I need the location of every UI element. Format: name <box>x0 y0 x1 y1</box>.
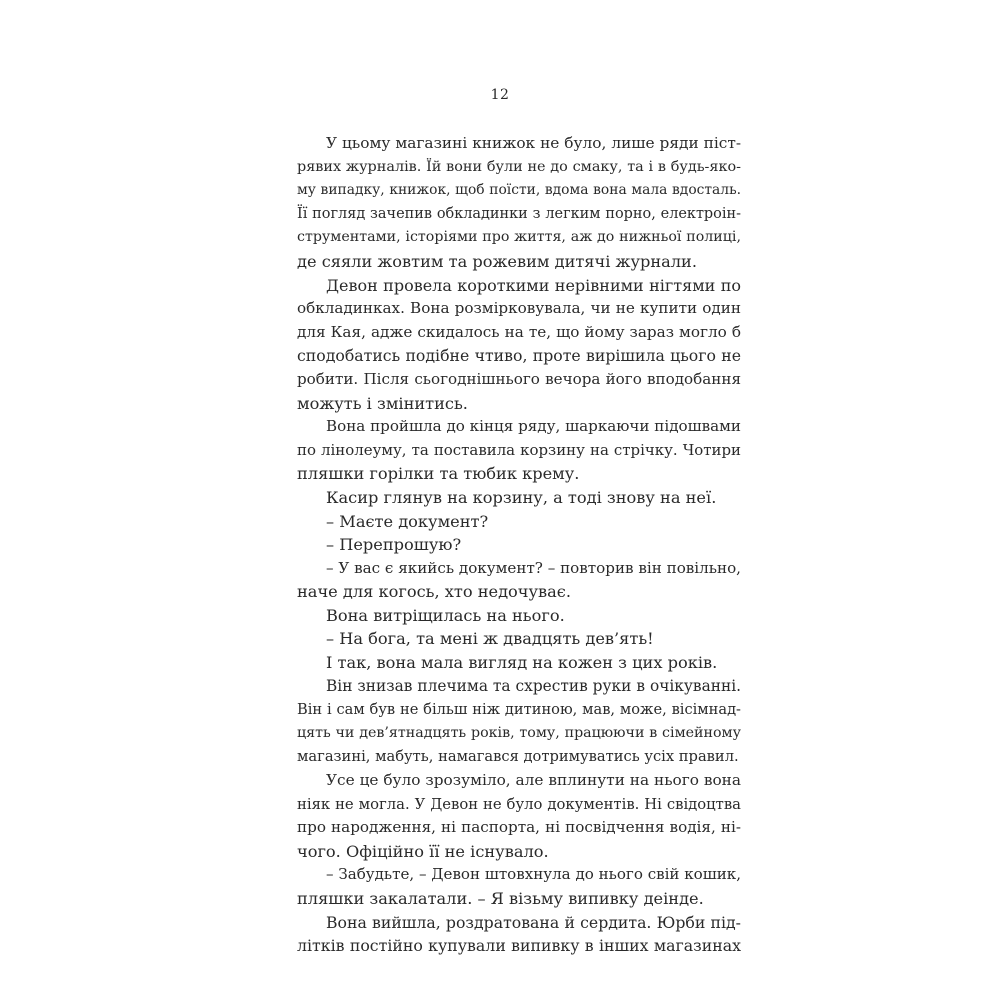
body-text <box>297 132 741 958</box>
text-line: У цьому магазині книжок не було, лише ряди піст- <box>326 134 741 152</box>
text-line: – У вас є якийсь документ? – повторив він повільно, <box>326 558 741 577</box>
text-line: літків постійно купували випивку в інших магазинах <box>297 936 741 956</box>
text-line: чого. Офіційно її не існувало. <box>297 841 549 861</box>
text-line: Девон провела короткими нерівними нігтями по <box>326 275 741 295</box>
text-line: Усе це було зрозуміло, але вплинути на нього вона <box>326 771 741 790</box>
text-line: пляшки горілки та тюбик крему. <box>297 464 580 484</box>
text-line: Він і сам був не більш ніж дитиною, мав, може, вісімнад- <box>297 701 741 719</box>
text-line: про народження, ні паспорта, ні посвідчення водія, ні- <box>297 818 741 837</box>
text-line: Він знизав плечима та схрестив руки в очікуванні. <box>326 676 741 695</box>
text-line: Касир глянув на корзину, а тоді знову на неї. <box>326 487 717 507</box>
text-line: – На бога, та мені ж двадцять дев’ять! <box>326 629 654 649</box>
text-line: магазині, мабуть, намагався дотримуватись усіх правил. <box>297 748 739 766</box>
text-line: наче для когось, хто недочуває. <box>297 582 571 602</box>
text-line: можуть і змінитись. <box>297 393 468 413</box>
text-line: Вона пройшла до кінця ряду, шаркаючи підошвами <box>326 417 741 436</box>
text-line: по лінолеуму, та поставила корзину на стрічку. Чотири <box>297 440 741 459</box>
text-line: – Забудьте, – Девон штовхнула до нього свій кошик, <box>326 865 741 884</box>
text-line: Вона витріщилась на нього. <box>326 605 565 625</box>
text-line: І так, вона мала вигляд на кожен з цих років. <box>326 653 718 673</box>
text-line: ніяк не могла. У Девон не було документів. Ні свідоцтва <box>297 795 741 813</box>
text-line: – Перепрошую? <box>326 535 462 555</box>
text-line: цять чи дев’ятнадцять років, тому, працюючи в сімейному <box>297 724 741 741</box>
text-line: – Маєте документ? <box>326 511 489 531</box>
text-line: обкладинках. Вона розмірковувала, чи не купити один <box>297 299 741 318</box>
text-line: пляшки закалатали. – Я візьму випивку деінде. <box>297 889 704 908</box>
text-line: де сяяли жовтим та рожевим дитячі журнали. <box>297 251 697 271</box>
text-line: рявих журналів. Їй вони були не до смаку, та і в будь-яко- <box>297 158 741 175</box>
text-line: Її погляд зачепив обкладинки з легким порно, електроін- <box>297 205 741 222</box>
text-line: му випадку, книжок, щоб поїсти, вдома вона мала вдосталь. <box>297 182 741 199</box>
text-line: Вона вийшла, роздратована й сердита. Юрби під- <box>326 912 741 932</box>
text-line: струментами, історіями про життя, аж до нижньої полиці, <box>297 229 741 246</box>
text-line: робити. Після сьогоднішнього вечора його вподобання <box>297 369 741 388</box>
text-line: для Кая, адже скидалось на те, що йому зараз могло б <box>297 322 741 341</box>
page-number: 12 <box>490 87 510 103</box>
text-line: сподобатись подібне чтиво, проте вирішила цього не <box>297 346 741 366</box>
